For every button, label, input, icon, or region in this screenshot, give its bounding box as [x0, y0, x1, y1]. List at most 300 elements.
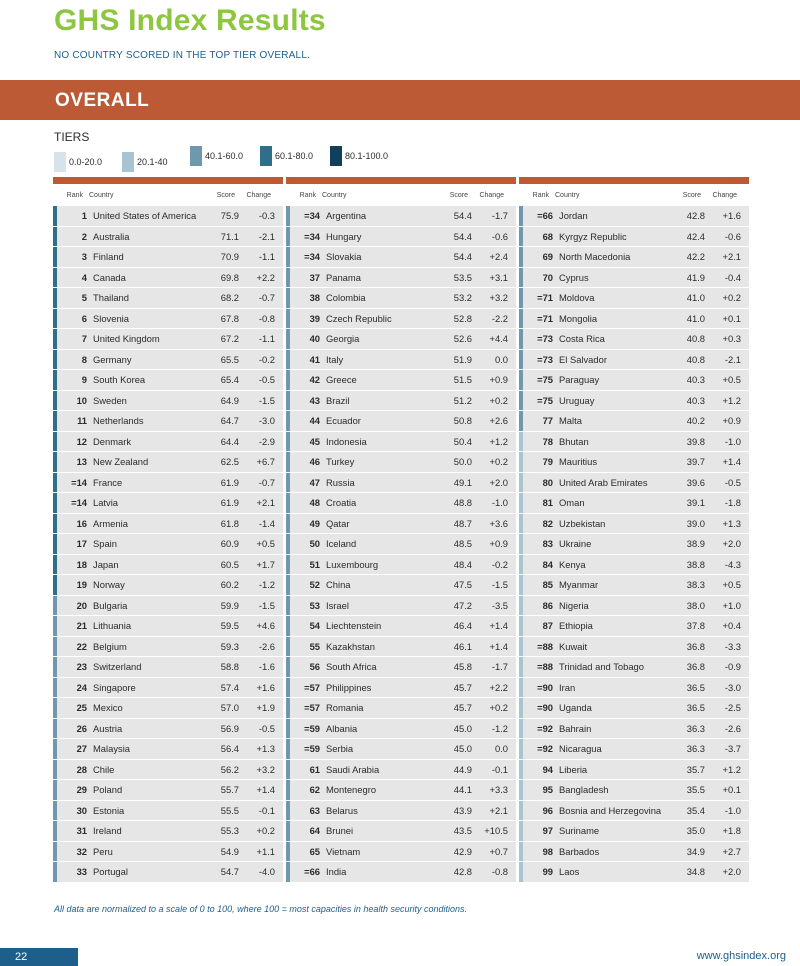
country-cell: Estonia [93, 804, 125, 816]
table-row [53, 514, 283, 535]
score-cell: 64.9 [220, 394, 239, 406]
table-row [286, 555, 516, 576]
change-cell: +10.5 [484, 825, 508, 837]
score-cell: 68.2 [220, 292, 239, 304]
score-cell: 58.8 [220, 661, 239, 673]
change-cell: -0.1 [258, 804, 275, 816]
change-cell: +0.5 [722, 374, 741, 386]
table-row [53, 432, 283, 453]
change-cell: +2.6 [489, 415, 508, 427]
table-row [53, 247, 283, 268]
change-cell: +4.6 [256, 620, 275, 632]
rank-cell: 68 [542, 230, 553, 242]
score-cell: 39.0 [686, 517, 705, 529]
rank-cell: 32 [76, 845, 87, 857]
rank-cell: 84 [542, 558, 553, 570]
table-row [519, 575, 749, 596]
score-cell: 48.7 [453, 517, 472, 529]
rank-cell: 80 [542, 476, 553, 488]
tier-legend-item [54, 152, 102, 172]
footnote: All data are normalized to a scale of 0 to 100, where 100 = most capacities in health security conditions. [54, 904, 467, 914]
country-cell: Singapore [93, 681, 136, 693]
rank-cell: 17 [76, 538, 87, 550]
score-cell: 41.0 [686, 292, 705, 304]
rank-cell: 25 [76, 702, 87, 714]
score-cell: 42.8 [686, 210, 705, 222]
rank-cell: 5 [81, 292, 87, 304]
change-cell: -1.2 [491, 722, 508, 734]
country-cell: Canada [93, 271, 126, 283]
score-cell: 60.2 [220, 579, 239, 591]
rank-cell: 12 [76, 435, 87, 447]
rank-cell: =34 [304, 230, 320, 242]
tier-label: 60.1-80.0 [275, 151, 314, 161]
change-cell: +2.0 [489, 476, 508, 488]
change-cell: +2.1 [256, 497, 275, 509]
score-cell: 45.7 [453, 702, 472, 714]
rank-cell: 4 [81, 271, 87, 283]
page-subtitle: NO COUNTRY SCORED IN THE TOP TIER OVERALL. [54, 50, 311, 61]
table-row [519, 432, 749, 453]
country-cell: Argentina [326, 210, 367, 222]
change-cell: -3.7 [724, 743, 741, 755]
country-cell: Serbia [326, 743, 354, 755]
results-panel-1 [53, 177, 283, 883]
table-row [53, 739, 283, 760]
change-cell: +2.4 [489, 251, 508, 263]
rank-cell: 45 [309, 435, 320, 447]
table-row [519, 698, 749, 719]
change-cell: +1.4 [256, 784, 275, 796]
section-banner-label: OVERALL [55, 90, 150, 111]
page-number: 22 [0, 948, 78, 966]
table-row [53, 801, 283, 822]
rank-cell: 33 [76, 866, 87, 878]
country-cell: Hungary [326, 230, 362, 242]
country-cell: Brunei [326, 825, 354, 837]
change-cell: +1.8 [722, 825, 741, 837]
country-cell: Portugal [93, 866, 128, 878]
country-cell: Vietnam [326, 845, 361, 857]
score-cell: 75.9 [220, 210, 239, 222]
rank-cell: 43 [309, 394, 320, 406]
change-cell: +0.7 [489, 845, 508, 857]
score-cell: 35.5 [686, 784, 705, 796]
rank-cell: =66 [537, 210, 553, 222]
table-row [53, 227, 283, 248]
change-cell: -1.0 [491, 497, 508, 509]
country-cell: Armenia [93, 517, 128, 529]
change-cell: +1.9 [256, 702, 275, 714]
score-cell: 46.4 [453, 620, 472, 632]
table-row [519, 555, 749, 576]
score-cell: 71.1 [220, 230, 239, 242]
change-cell: +0.1 [722, 312, 741, 324]
score-cell: 43.9 [453, 804, 472, 816]
country-cell: Nigeria [559, 599, 589, 611]
tier-label: 80.1-100.0 [345, 151, 389, 161]
score-cell: 40.8 [686, 333, 705, 345]
rank-cell: 18 [76, 558, 87, 570]
table-row [519, 760, 749, 781]
change-cell: -0.6 [724, 230, 741, 242]
score-cell: 65.5 [220, 353, 239, 365]
rank-cell: 55 [309, 640, 320, 652]
table-row [286, 678, 516, 699]
score-cell: 54.7 [220, 866, 239, 878]
change-cell: +0.9 [722, 415, 741, 427]
country-cell: Croatia [326, 497, 357, 509]
score-cell: 50.0 [453, 456, 472, 468]
results-panel-3 [519, 177, 749, 883]
rank-cell: 81 [542, 497, 553, 509]
table-body [286, 206, 516, 883]
country-cell: Kuwait [559, 640, 588, 652]
change-cell: -2.6 [258, 640, 275, 652]
table-row [519, 842, 749, 863]
score-cell: 56.4 [220, 743, 239, 755]
table-row [53, 391, 283, 412]
change-cell: +3.2 [489, 292, 508, 304]
country-cell: Slovakia [326, 251, 362, 263]
results-panel-2 [286, 177, 516, 883]
change-cell: +2.7 [722, 845, 741, 857]
country-cell: Colombia [326, 292, 366, 304]
section-banner [0, 80, 800, 120]
table-row [286, 432, 516, 453]
country-cell: Germany [93, 353, 132, 365]
table-row [519, 719, 749, 740]
page-title: GHS Index Results [54, 4, 326, 37]
table-row [519, 247, 749, 268]
score-cell: 61.9 [220, 497, 239, 509]
change-cell: -0.5 [724, 476, 741, 488]
country-cell: Uganda [559, 702, 592, 714]
table-row [286, 391, 516, 412]
change-cell: +1.4 [489, 640, 508, 652]
site-url[interactable]: www.ghsindex.org [696, 950, 786, 962]
change-cell: +1.1 [256, 845, 275, 857]
table-row [286, 821, 516, 842]
table-row [53, 473, 283, 494]
country-cell: Jordan [559, 210, 588, 222]
score-cell: 48.8 [453, 497, 472, 509]
country-cell: United Kingdom [93, 333, 160, 345]
change-cell: -4.3 [724, 558, 741, 570]
table-header [53, 184, 283, 206]
table-header [519, 184, 749, 206]
rank-cell: 97 [542, 825, 553, 837]
rank-cell: =34 [304, 251, 320, 263]
score-cell: 39.1 [686, 497, 705, 509]
table-row [286, 862, 516, 883]
table-row [53, 309, 283, 330]
score-cell: 49.1 [453, 476, 472, 488]
header-country: Country [322, 191, 347, 199]
score-cell: 53.5 [453, 271, 472, 283]
score-cell: 54.4 [453, 230, 472, 242]
rank-cell: 78 [542, 435, 553, 447]
rank-cell: =75 [537, 374, 553, 386]
table-row [53, 534, 283, 555]
country-cell: Bulgaria [93, 599, 128, 611]
score-cell: 41.9 [686, 271, 705, 283]
table-row [53, 350, 283, 371]
rank-cell: 65 [309, 845, 320, 857]
change-cell: +1.6 [256, 681, 275, 693]
country-cell: Thailand [93, 292, 129, 304]
tier-label: 20.1-40 [137, 157, 168, 167]
country-cell: Panama [326, 271, 361, 283]
table-row [519, 596, 749, 617]
table-row [519, 821, 749, 842]
rank-cell: 21 [76, 620, 87, 632]
score-cell: 39.8 [686, 435, 705, 447]
rank-cell: 94 [542, 763, 553, 775]
table-row [286, 842, 516, 863]
change-cell: -0.6 [491, 230, 508, 242]
tiers-heading: TIERS [54, 130, 90, 144]
change-cell: -0.1 [491, 763, 508, 775]
country-cell: Bahrain [559, 722, 592, 734]
rank-cell: 39 [309, 312, 320, 324]
country-cell: North Macedonia [559, 251, 631, 263]
rank-cell: 53 [309, 599, 320, 611]
rank-cell: 27 [76, 743, 87, 755]
change-cell: +0.5 [722, 579, 741, 591]
change-cell: +0.9 [489, 538, 508, 550]
country-cell: Kazakhstan [326, 640, 375, 652]
rank-cell: =88 [537, 640, 553, 652]
country-cell: Brazil [326, 394, 350, 406]
score-cell: 51.9 [453, 353, 472, 365]
score-cell: 60.5 [220, 558, 239, 570]
country-cell: Malaysia [93, 743, 130, 755]
country-cell: Oman [559, 497, 585, 509]
rank-cell: 62 [309, 784, 320, 796]
change-cell: -1.0 [724, 435, 741, 447]
header-rank: Rank [299, 191, 316, 199]
rank-cell: =34 [304, 210, 320, 222]
country-cell: New Zealand [93, 456, 149, 468]
change-cell: +1.3 [722, 517, 741, 529]
table-row [53, 555, 283, 576]
table-row [519, 657, 749, 678]
country-cell: South Africa [326, 661, 377, 673]
change-cell: +0.2 [489, 702, 508, 714]
rank-cell: 52 [309, 579, 320, 591]
country-cell: Czech Republic [326, 312, 392, 324]
country-cell: Romania [326, 702, 364, 714]
score-cell: 42.9 [453, 845, 472, 857]
table-row [286, 575, 516, 596]
change-cell: -0.7 [258, 292, 275, 304]
country-cell: Iceland [326, 538, 357, 550]
change-cell: +0.9 [489, 374, 508, 386]
score-cell: 35.7 [686, 763, 705, 775]
rank-cell: 69 [542, 251, 553, 263]
rank-cell: 44 [309, 415, 320, 427]
country-cell: Belarus [326, 804, 358, 816]
country-cell: Spain [93, 538, 117, 550]
country-cell: Denmark [93, 435, 132, 447]
country-cell: Montenegro [326, 784, 377, 796]
table-row [519, 452, 749, 473]
score-cell: 52.8 [453, 312, 472, 324]
score-cell: 44.1 [453, 784, 472, 796]
rank-cell: =57 [304, 702, 320, 714]
score-cell: 67.8 [220, 312, 239, 324]
table-row [53, 493, 283, 514]
table-row [53, 637, 283, 658]
country-cell: Luxembourg [326, 558, 379, 570]
table-row [53, 678, 283, 699]
rank-cell: =90 [537, 702, 553, 714]
country-cell: Myanmar [559, 579, 599, 591]
tier-legend-item [260, 146, 313, 166]
rank-cell: 3 [81, 251, 87, 263]
country-cell: South Korea [93, 374, 146, 386]
score-cell: 47.2 [453, 599, 472, 611]
score-cell: 37.8 [686, 620, 705, 632]
tier-swatch [330, 146, 342, 166]
change-cell: -0.7 [258, 476, 275, 488]
change-cell: -4.0 [258, 866, 275, 878]
rank-cell: 6 [81, 312, 87, 324]
table-row [53, 268, 283, 289]
country-cell: India [326, 866, 347, 878]
score-cell: 55.7 [220, 784, 239, 796]
change-cell: 0.0 [494, 743, 508, 755]
table-row [53, 411, 283, 432]
country-cell: El Salvador [559, 353, 607, 365]
score-cell: 52.6 [453, 333, 472, 345]
rank-cell: =71 [537, 312, 553, 324]
table-row [519, 309, 749, 330]
table-row [286, 288, 516, 309]
country-cell: Finland [93, 251, 124, 263]
change-cell: +1.4 [722, 456, 741, 468]
table-row [519, 616, 749, 637]
tier-swatch [260, 146, 272, 166]
change-cell: +3.1 [489, 271, 508, 283]
table-row [53, 329, 283, 350]
table-row [53, 452, 283, 473]
change-cell: -1.5 [491, 579, 508, 591]
tier-label: 0.0-20.0 [69, 157, 103, 167]
change-cell: -0.2 [491, 558, 508, 570]
change-cell: +4.4 [489, 333, 508, 345]
country-cell: Sweden [93, 394, 127, 406]
score-cell: 41.0 [686, 312, 705, 324]
tier-swatch [54, 152, 66, 172]
table-row [286, 329, 516, 350]
change-cell: +0.5 [256, 538, 275, 550]
score-cell: 40.3 [686, 374, 705, 386]
country-cell: Ireland [93, 825, 122, 837]
score-cell: 55.3 [220, 825, 239, 837]
header-change: Change [712, 191, 737, 199]
table-row [286, 596, 516, 617]
tier-legend-item [330, 146, 388, 166]
score-cell: 47.5 [453, 579, 472, 591]
country-cell: Cyprus [559, 271, 589, 283]
rank-cell: 49 [309, 517, 320, 529]
score-cell: 62.5 [220, 456, 239, 468]
table-row [519, 801, 749, 822]
change-cell: -2.2 [491, 312, 508, 324]
score-cell: 50.4 [453, 435, 472, 447]
table-row [519, 637, 749, 658]
score-cell: 54.9 [220, 845, 239, 857]
country-cell: Bosnia and Herzegovina [559, 804, 662, 816]
country-cell: Ethiopia [559, 620, 593, 632]
rank-cell: =90 [537, 681, 553, 693]
rank-cell: 20 [76, 599, 87, 611]
country-cell: Saudi Arabia [326, 763, 380, 775]
rank-cell: 95 [542, 784, 553, 796]
score-cell: 51.5 [453, 374, 472, 386]
table-row [286, 473, 516, 494]
table-row [519, 514, 749, 535]
change-cell: -3.0 [724, 681, 741, 693]
country-cell: Latvia [93, 497, 119, 509]
tier-legend-item [122, 152, 168, 172]
rank-cell: 61 [309, 763, 320, 775]
rank-cell: 83 [542, 538, 553, 550]
rank-cell: =66 [304, 866, 320, 878]
table-row [286, 350, 516, 371]
rank-cell: 37 [309, 271, 320, 283]
table-row [286, 247, 516, 268]
score-cell: 44.9 [453, 763, 472, 775]
table-row [286, 493, 516, 514]
country-cell: Philippines [326, 681, 372, 693]
change-cell: -1.5 [258, 599, 275, 611]
country-cell: Kenya [559, 558, 586, 570]
change-cell: +3.2 [256, 763, 275, 775]
country-cell: Lithuania [93, 620, 132, 632]
change-cell: -0.2 [258, 353, 275, 365]
change-cell: -0.3 [258, 210, 275, 222]
country-cell: Netherlands [93, 415, 144, 427]
change-cell: -2.1 [724, 353, 741, 365]
table-row [286, 698, 516, 719]
change-cell: +1.2 [722, 763, 741, 775]
score-cell: 42.2 [686, 251, 705, 263]
table-row [286, 370, 516, 391]
change-cell: -1.8 [724, 497, 741, 509]
table-row [53, 862, 283, 883]
score-cell: 48.4 [453, 558, 472, 570]
change-cell: +0.2 [489, 394, 508, 406]
table-row [286, 719, 516, 740]
score-cell: 38.9 [686, 538, 705, 550]
change-cell: -0.8 [258, 312, 275, 324]
table-row [53, 698, 283, 719]
score-cell: 59.3 [220, 640, 239, 652]
country-cell: Indonesia [326, 435, 367, 447]
change-cell: -2.1 [258, 230, 275, 242]
change-cell: -1.5 [258, 394, 275, 406]
rank-cell: =71 [537, 292, 553, 304]
table-row [286, 309, 516, 330]
change-cell: +6.7 [256, 456, 275, 468]
score-cell: 59.5 [220, 620, 239, 632]
table-row [519, 288, 749, 309]
country-cell: Chile [93, 763, 115, 775]
score-cell: 42.8 [453, 866, 472, 878]
